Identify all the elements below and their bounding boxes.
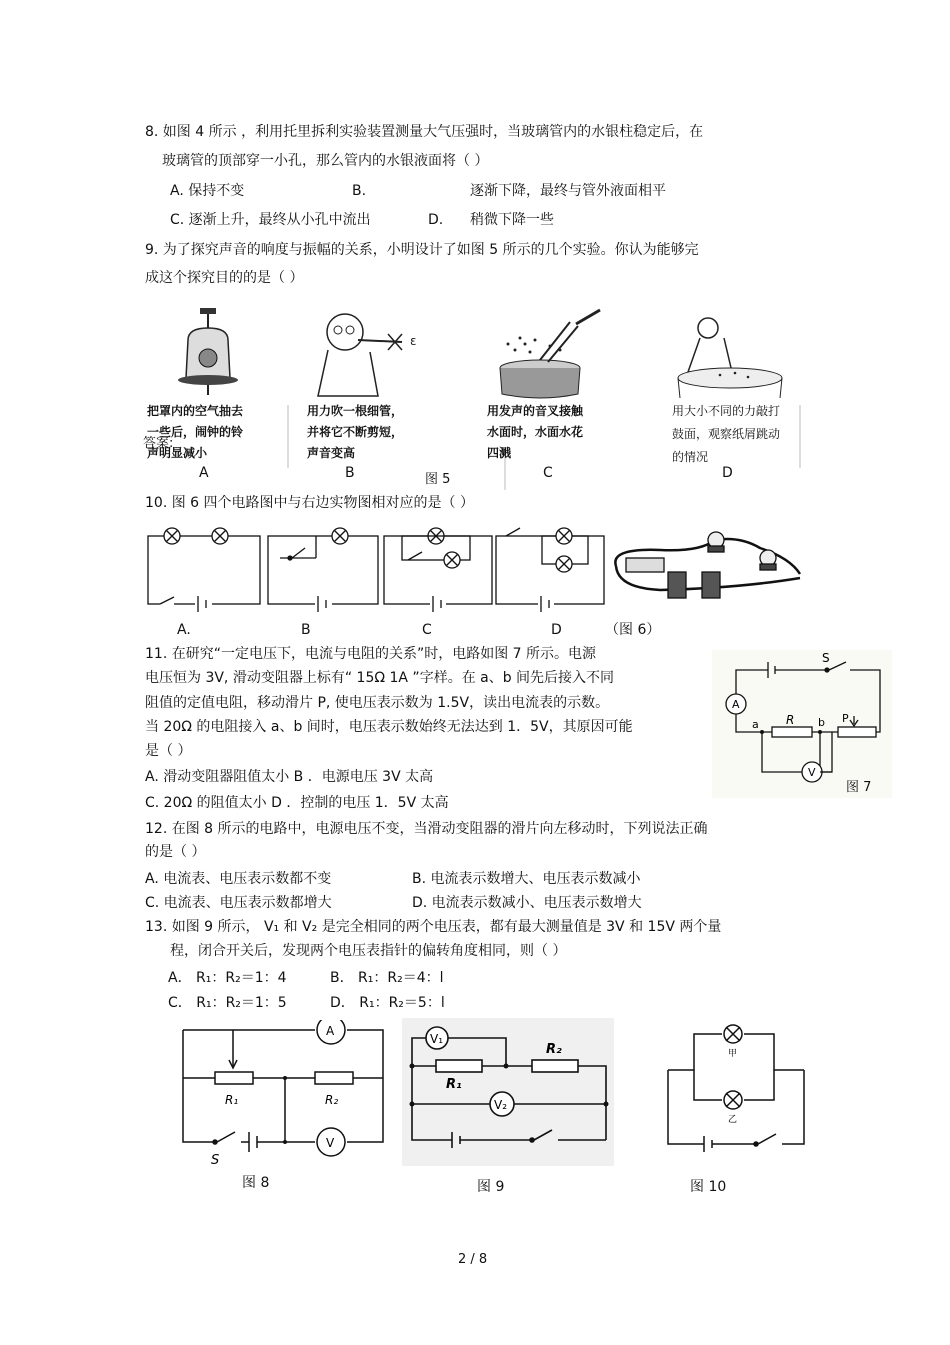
- fig8-label-r1: R₁: [225, 1093, 239, 1107]
- fig6-caption: （图 6）: [605, 622, 661, 638]
- fig5-letter-a: A: [199, 465, 209, 481]
- fig10-label-jia: 甲: [728, 1049, 738, 1059]
- fig8-caption: 图 8: [242, 1175, 270, 1191]
- fig5-letter-d: D: [722, 465, 733, 481]
- fig10-caption: 图 10: [690, 1179, 727, 1195]
- fig10-circuit: [660, 1024, 815, 1154]
- fig9-circuit: [402, 1018, 614, 1166]
- fig8-label-s: S: [211, 1153, 220, 1168]
- man-blowing-tube-illustration: [318, 314, 417, 396]
- fig7-label-r: R: [786, 713, 795, 727]
- q11-options-ab: A. 滑动变阻器阻值太小 B ．电源电压 3V 太高: [145, 769, 434, 785]
- fig6-label-d: D: [551, 622, 562, 638]
- q13-line1: 13. 如图 9 所示， V₁ 和 V₂ 是完全相同的两个电压表，都有最大测量值是 3V 和 15V 两个量: [145, 919, 722, 935]
- q8-option-a: A. 保持不变: [170, 183, 245, 199]
- q10-line1: 10. 图 6 四个电路图中与右边实物图相对应的是（ ）: [145, 495, 474, 511]
- bell-jar-illustration: [178, 308, 238, 395]
- fig5-panel-a-caption: 把罩内的空气抽去 一些后，闹钟的铃 声明显减小: [147, 404, 244, 460]
- fig7-caption: 图 7: [846, 780, 872, 795]
- fig9-label-v2: V₂: [494, 1098, 508, 1112]
- circuit-b: [268, 528, 378, 612]
- fig5-panel-c-caption: 用发声的音叉接触 水面时，水面水花 四溅: [487, 404, 584, 460]
- fig8-circuit: [175, 1020, 395, 1170]
- page-number: 2 / 8: [458, 1252, 488, 1267]
- q8-option-c: C. 逐渐上升，最终从小孔中流出: [170, 212, 371, 228]
- q8-line1: 8. 如图 4 所示 ，利用托里拆利实验装置测量大气压强时，当玻璃管内的水银柱稳定后，在: [145, 124, 704, 140]
- svg-text:ε: ε: [410, 334, 417, 348]
- q13-option-c: C． R₁：R₂＝1：5: [168, 995, 287, 1011]
- q11-line5: 是（ ）: [145, 743, 192, 759]
- q11-line4: 当 20Ω 的电阻接入 a、b 间时，电压表示数始终无法达到 1．5V，其原因可能: [145, 719, 633, 735]
- drum-illustration: [678, 318, 782, 398]
- fig9-label-v1: V₁: [430, 1032, 444, 1046]
- q11-line2: 电压恒为 3V, 滑动变阻器上标有“ 15Ω 1A ”字样。在 a、b 间先后接入不同: [145, 670, 615, 686]
- q12-option-d: D. 电流表示数减小、电压表示数增大: [412, 895, 642, 911]
- tuning-fork-water-illustration: [500, 310, 600, 398]
- q12-option-a: A. 电流表、电压表示数都不变: [145, 871, 332, 887]
- q11-line1: 11. 在研究“一定电压下，电流与电阻的关系”时，电路如图 7 所示。电源: [145, 646, 597, 662]
- fig7-label-a-meter: A: [732, 698, 740, 711]
- q12-line1: 12. 在图 8 所示的电路中，电源电压不变，当滑动变阻器的滑片向左移动时，下列说法正确: [145, 821, 708, 837]
- q13-option-a: A． R₁：R₂＝1：4: [168, 970, 287, 986]
- q13-option-d: D． R₁：R₂＝5：l: [330, 995, 445, 1011]
- fig7-label-s: S: [822, 651, 830, 665]
- fig5-letter-c: C: [543, 465, 553, 481]
- fig7-label-a: a: [752, 718, 759, 731]
- q9-line2: 成这个探究目的的是（ ）: [145, 270, 304, 286]
- q12-line2: 的是（ ）: [145, 844, 206, 860]
- fig7-circuit: [712, 650, 892, 798]
- fig6-label-b: B: [301, 622, 311, 638]
- fig6-real-circuit-photo: [615, 532, 800, 598]
- fig7-label-p: P: [842, 712, 849, 725]
- q9-answer-label: 答案:: [143, 436, 174, 451]
- fig9-label-r1: R₁: [446, 1077, 462, 1092]
- fig9-label-r2: R₂: [546, 1042, 562, 1057]
- q9-line1: 9. 为了探究声音的响度与振幅的关系，小明设计了如图 5 所示的几个实验。你认为能够完: [145, 242, 699, 258]
- q8-option-b-label: B.: [352, 183, 367, 199]
- q12-option-b: B. 电流表示数增大、电压表示数减小: [412, 871, 641, 887]
- q11-line3: 阻值的定值电阻，移动滑片 P, 使电压表示数为 1.5V，读出电流表的示数。: [145, 695, 610, 711]
- fig5-panel-d-caption: 用大小不同的力敲打 鼓面，观察纸屑跳动 的情况: [672, 404, 781, 464]
- fig8-label-r2: R₂: [325, 1093, 339, 1107]
- fig6-circuits: [140, 518, 810, 613]
- q11-options-cd: C. 20Ω 的阻值太小 D ．控制的电压 1．5V 太高: [145, 795, 449, 811]
- fig8-label-a: A: [326, 1024, 335, 1038]
- fig5-letter-b: B: [345, 465, 355, 481]
- q13-line2: 程，闭合开关后，发现两个电压表指针的偏转角度相同，则（ ）: [170, 943, 567, 959]
- q8-option-b-text: 逐渐下降，最终与管外液面相平: [470, 183, 666, 199]
- fig8-label-v: V: [326, 1136, 335, 1150]
- fig6-label-a: A.: [177, 622, 191, 638]
- q13-option-b: B． R₁：R₂＝4：l: [330, 970, 444, 986]
- q8-option-d-label: D.: [428, 212, 444, 228]
- fig9-caption: 图 9: [477, 1179, 505, 1195]
- circuit-d: [496, 528, 604, 612]
- fig6-label-c: C: [422, 622, 432, 638]
- fig5-caption: 图 5: [425, 472, 451, 487]
- q8-option-d-text: 稍微下降一些: [470, 212, 554, 228]
- fig7-label-b: b: [818, 716, 825, 729]
- fig7-label-v: V: [808, 766, 816, 779]
- fig10-label-yi: 乙: [728, 1115, 738, 1125]
- q12-option-c: C. 电流表、电压表示数都增大: [145, 895, 332, 911]
- circuit-c: [384, 528, 492, 612]
- q8-line2: 玻璃管的顶部穿一小孔，那么管内的水银液面将（ ）: [162, 153, 489, 169]
- circuit-a: [148, 528, 260, 612]
- fig5-panel-b-caption: 用力吹一根细管， 并将它不断剪短， 声音变高: [307, 404, 404, 460]
